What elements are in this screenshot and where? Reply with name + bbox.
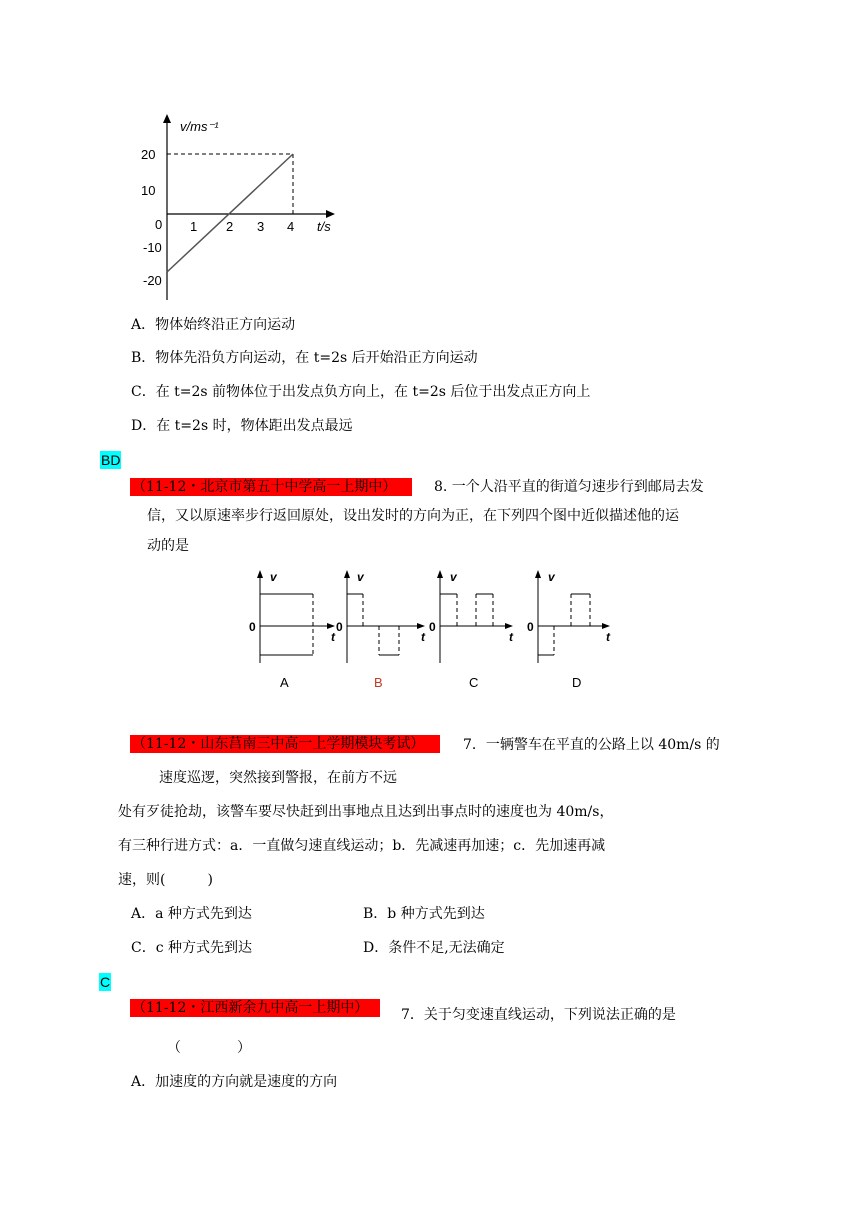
question-text: （ ） [167, 1040, 251, 1056]
question-text: 有三种行进方式：a．一直做匀速直线运动；b．先减速再加速；c．先加速再减 [118, 838, 606, 854]
svg-text:t: t [606, 630, 610, 644]
question-text: 速度巡逻，突然接到警报，在前方不远 [159, 770, 397, 786]
svg-text:v: v [450, 570, 457, 584]
option-c: C．在 t=2s 前物体位于出发点负方向上，在 t=2s 后位于出发点正方向上 [131, 384, 591, 400]
label-b: B [374, 675, 383, 690]
option-d: D．条件不足,无法确定 [363, 940, 505, 956]
option-a: A．a 种方式先到达 [131, 906, 252, 922]
origin-label: 0 [155, 217, 163, 232]
velocity-line [167, 154, 293, 272]
option-a: A．加速度的方向就是速度的方向 [131, 1074, 338, 1090]
x-tick-2: 2 [226, 219, 234, 234]
x-axis-label: t/s [317, 219, 331, 234]
y-tick-neg10: -10 [143, 240, 162, 255]
svg-text:t: t [509, 630, 513, 644]
option-b: B．b 种方式先到达 [363, 906, 485, 922]
y-axis-label: v/ms⁻¹ [180, 119, 219, 134]
graph-a [249, 570, 336, 663]
question-text: 7．关于匀变速直线运动，下列说法正确的是 [401, 1007, 676, 1023]
y-tick-neg20: -20 [143, 273, 162, 288]
graph-c [429, 570, 514, 663]
question-text: 处有歹徒抢劫，该警车要尽快赶到出事地点且达到出事点时的速度也为 40m/s， [118, 804, 614, 820]
question-text: 速，则( ) [118, 872, 213, 888]
x-tick-4: 4 [287, 219, 295, 234]
graph-d [527, 570, 611, 663]
x-tick-1: 1 [190, 219, 198, 234]
svg-text:0: 0 [527, 620, 534, 634]
label-d: D [572, 675, 582, 690]
svg-text:v: v [357, 570, 364, 584]
y-tick-10: 10 [141, 183, 156, 198]
svg-text:0: 0 [429, 620, 436, 634]
svg-text:0: 0 [336, 620, 343, 634]
x-tick-3: 3 [257, 219, 265, 234]
label-a: A [280, 675, 289, 690]
question-text: 动的是 [147, 538, 189, 554]
option-d: D．在 t=2s 时，物体距出发点最远 [131, 418, 353, 434]
question-text: 8. 一个人沿平直的街道匀速步行到邮局去发 [434, 479, 704, 495]
question-text: 信，又以原速率步行返回原处，设出发时的方向为正，在下列四个图中近似描述他的运 [147, 508, 679, 524]
answer-badge: BD [101, 452, 121, 468]
svg-text:0: 0 [249, 620, 256, 634]
option-a: A．物体始终沿正方向运动 [131, 317, 296, 333]
svg-text:v: v [548, 570, 555, 584]
y-tick-20: 20 [141, 147, 156, 162]
source-tag: （11-12・山东莒南三中高一上学期模块考试） [130, 735, 440, 753]
question-text: 7．一辆警车在平直的公路上以 40m/s 的 [463, 737, 720, 753]
source-tag: （11-12・北京市第五十中学高一上期中） [130, 478, 412, 496]
svg-text:t: t [331, 630, 335, 644]
answer-badge: C [100, 974, 111, 990]
graph-b [336, 570, 426, 663]
svg-text:v: v [270, 570, 277, 584]
velocity-time-graph [130, 110, 360, 305]
option-c: C．c 种方式先到达 [131, 940, 253, 956]
four-motion-graphs [245, 565, 625, 695]
svg-text:t: t [421, 630, 425, 644]
option-b: B．物体先沿负方向运动，在 t=2s 后开始沿正方向运动 [131, 350, 478, 366]
label-c: C [469, 675, 479, 690]
source-tag: （11-12・江西新余九中高一上期中） [130, 999, 380, 1017]
